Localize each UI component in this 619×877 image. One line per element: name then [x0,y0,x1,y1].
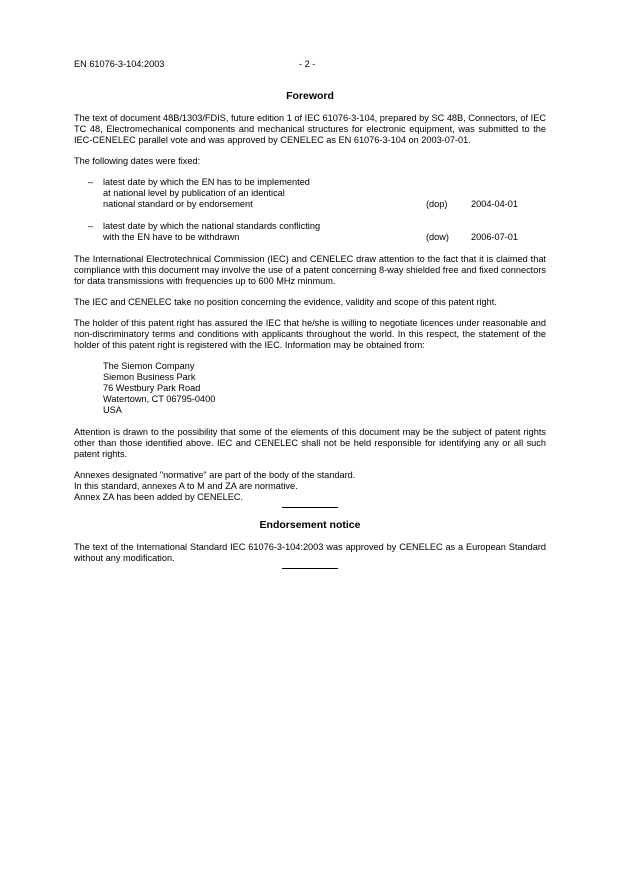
dates-intro: The following dates were fixed: [74,156,201,166]
date-item-dop [74,177,546,210]
address-line: Siemon Business Park [103,372,196,382]
date-abbreviation: (dop) [426,199,448,209]
date-description-line: latest date by which the national standards conflicting [103,221,321,231]
address-line: Watertown, CT 06795-0400 [103,394,216,404]
date-item-dow [74,221,546,243]
end-divider [282,568,338,569]
document-page [74,59,546,569]
dates-list [74,177,546,243]
date-description-line: latest date by which the EN has to be implemented [103,177,310,187]
date-abbreviation: (dow) [426,232,449,242]
annex-statements [74,470,546,503]
holder-statement: The holder of this patent right has assured the IEC that he/she is willing to negotiate licences under reasonable and non-discriminatory terms and conditions with applicants throughout the world. In this respect, the statement of the holder of this patent right is registered with the IEC. Information may be obtained from: [74,318,546,350]
page-header [74,59,546,73]
date-description [103,177,423,210]
document-reference: EN 61076-3-104:2003 [74,59,165,69]
foreword-intro: The text of document 48B/1303/FDIS, future edition 1 of IEC 61076-3-104, prepared by SC 48B, Connectors, of IEC TC 48, Electromechanical components and mechanical structures for electronic equipment, was submitted to the IEC-CENELEC parallel vote and was approved by CENELEC as EN 61076-3-104 on 2003-07-01. [74,113,546,145]
endorsement-title: Endorsement notice [259,519,361,531]
page-number: - 2 - [299,59,316,69]
foreword-title: Foreword [286,90,334,102]
annex-line: In this standard, annexes A to M and ZA are normative. [74,481,298,491]
annex-line: Annexes designated "normative" are part of the body of the standard. [74,470,356,480]
date-description-line: with the EN have to be withdrawn [103,232,240,242]
date-description [103,221,423,243]
patent-holder-address [103,361,546,416]
address-line: The Siemon Company [103,361,195,371]
patent-notice: The International Electrotechnical Commission (IEC) and CENELEC draw attention to the fact that it is claimed that compliance with this document may involve the use of a patent concerning 8-way shielded free and fixed connectors for data transmissions with frequencies up to 600 MHz minmum. [74,254,546,286]
list-dash: – [88,177,94,187]
endorsement-text: The text of the International Standard IEC 61076-3-104:2003 was approved by CENELEC as a European Standard without any modification. [74,542,546,563]
list-dash: – [88,221,94,231]
date-description-line: national standard or by endorsement [103,199,253,209]
date-value: 2006-07-01 [471,232,518,242]
annex-line: Annex ZA has been added by CENELEC. [74,492,244,502]
no-position-statement: The IEC and CENELEC take no position concerning the evidence, validity and scope of this patent right. [74,297,497,307]
attention-statement: Attention is drawn to the possibility that some of the elements of this document may be the subject of patent rights other than those identified above. IEC and CENELEC shall not be held responsible for identifying any or all such patent rights. [74,427,546,459]
date-value: 2004-04-01 [471,199,518,209]
section-divider [282,507,338,508]
date-description-line: at national level by publication of an identical [103,188,285,198]
address-line: USA [103,405,122,415]
address-line: 76 Westbury Park Road [103,383,201,393]
